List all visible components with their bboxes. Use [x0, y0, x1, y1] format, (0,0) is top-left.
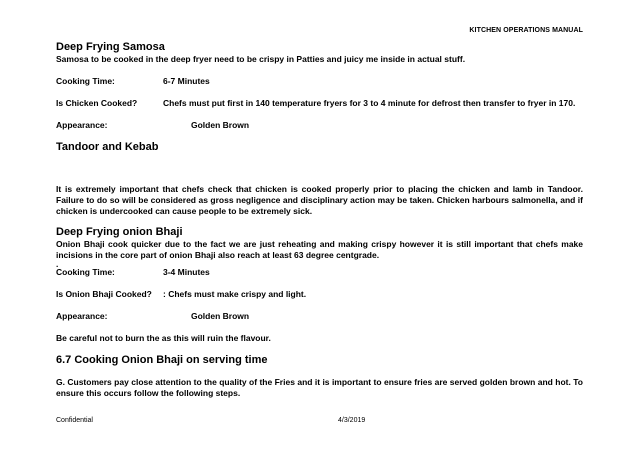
bhaji-cooked-row	[56, 289, 583, 300]
serving-body: G. Customers pay close attention to the quality of the Fries and it is important to ensure fries are served golden brown and hot. To ensure this occurs follow the following steps.	[56, 377, 583, 398]
bhaji-cooking-time-value: 3-4 Minutes	[163, 267, 210, 277]
footer-confidential: Confidential	[56, 417, 93, 424]
bhaji-appearance-value: Golden Brown	[191, 311, 250, 321]
samosa-chicken-label: Is Chicken Cooked?	[56, 98, 138, 108]
samosa-heading: Deep Frying Samosa	[56, 41, 165, 53]
samosa-cooking-time-value: 6-7 Minutes	[163, 76, 210, 86]
bhaji-cooked-value: : Chefs must make crispy and light.	[163, 289, 307, 299]
footer-date: 4/3/2019	[338, 417, 366, 424]
samosa-appearance-row	[56, 120, 583, 131]
bhaji-warning: Be careful not to burn the as this will ruin the flavour.	[56, 333, 271, 343]
bhaji-cooking-time-row	[56, 267, 583, 278]
tandoor-body: It is extremely important that chefs check that chicken is cooked properly prior to placing the chicken and lamb in Tandoor. Failure to do so will be considered as gross negligence and disciplinary action may be taken. Chicken harbours salmonella, and if chicken is undercooked can cause people to be extremely sick.	[56, 184, 583, 216]
samosa-chicken-row	[56, 98, 583, 109]
samosa-chicken-value: Chefs must put first in 140 temperature fryers for 3 to 4 minute for defrost then transfer to fryer in 170.	[163, 98, 576, 108]
bhaji-appearance-label: Appearance:	[56, 311, 108, 321]
bhaji-appearance-row	[56, 311, 583, 322]
page-content	[56, 40, 583, 399]
bhaji-intro: Onion Bhaji cook quicker due to the fact we are just reheating and making crispy however it is still important that chefs make incisions in the core part of onion Bhaji also reach at least 63 degree centgrade.	[56, 239, 583, 260]
samosa-appearance-label: Appearance:	[56, 120, 108, 130]
samosa-cooking-time-row	[56, 76, 583, 87]
samosa-cooking-time-label: Cooking Time:	[56, 76, 115, 86]
bhaji-cooked-label: Is Onion Bhaji Cooked?	[56, 289, 152, 299]
samosa-intro: Samosa to be cooked in the deep fryer need to be crispy in Patties and juicy me inside in actual stuff.	[56, 54, 466, 64]
bhaji-cooking-time-label: Cooking Time:	[56, 267, 115, 277]
tandoor-heading: Tandoor and Kebab	[56, 141, 159, 153]
bhaji-heading: Deep Frying onion Bhaji	[56, 226, 183, 238]
manual-header: KITCHEN OPERATIONS MANUAL	[469, 27, 583, 34]
serving-heading: 6.7 Cooking Onion Bhaji on serving time	[56, 354, 268, 366]
bhaji-dot: .	[56, 259, 59, 269]
samosa-appearance-value: Golden Brown	[191, 120, 250, 130]
